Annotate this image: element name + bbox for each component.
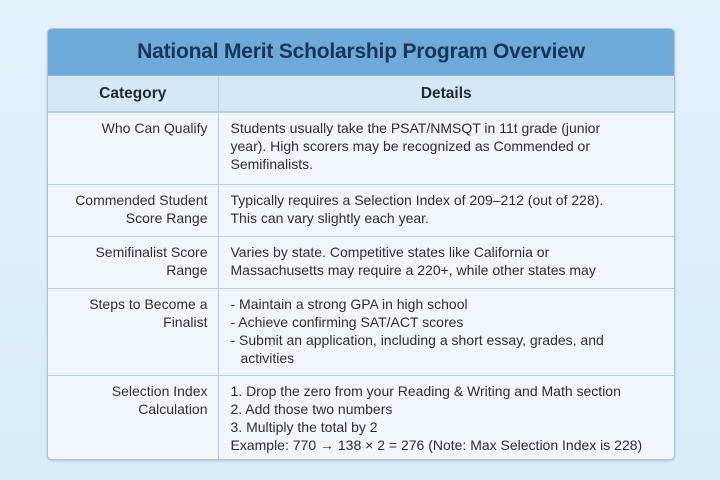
details-cell [218,289,674,376]
details-cell [218,112,674,185]
title-band [48,29,674,76]
details-line: Example: 770 → 138 × 2 = 276 (Note: Max Selection Index is 228) [230,437,643,453]
table-row [48,112,674,185]
details-line: 3. Multiply the total by 2 [230,419,378,435]
details-line: Students usually take the PSAT/NMSQT in 11t grade (junior [230,120,601,136]
column-header-category: Category [48,76,218,112]
table-row [48,289,674,376]
details-line: activities [240,350,295,366]
details-line: - Submit an application, including a short essay, grades, and [230,332,604,348]
details-line: 2. Add those two numbers [230,401,393,417]
category-cell: Selection Index Calculation [48,376,218,461]
table-row [48,237,674,289]
details-line: Massachusetts may require a 220+, while other states may [230,262,596,278]
details-line: - Achieve confirming SAT/ACT scores [230,314,464,330]
details-line: Typically requires a Selection Index of 209–212 (out of 228). [230,192,604,208]
overview-table [48,76,674,460]
category-cell: Who Can Qualify [48,112,218,185]
details-cell [218,185,674,237]
details-line: Semifinalists. [230,156,313,172]
details-line: Varies by state. Competitive states like California or [230,244,550,260]
table-row [48,376,674,461]
details-line: 1. Drop the zero from your Reading & Writing and Math section [230,383,621,399]
table-header-row [48,76,674,112]
category-cell: Steps to Become a Finalist [48,289,218,376]
overview-table-card [47,28,675,460]
details-cell [218,237,674,289]
column-header-details: Details [218,76,674,112]
details-line: This can vary slightly each year. [230,210,429,226]
category-cell: Semifinalist Score Range [48,237,218,289]
details-line: - Maintain a strong GPA in high school [230,296,468,312]
category-cell: Commended Student Score Range [48,185,218,237]
details-line: year). High scorers may be recognized as Commended or [230,138,590,154]
details-cell [218,376,674,461]
table-row [48,185,674,237]
table-title: National Merit Scholarship Program Overview [137,40,585,63]
